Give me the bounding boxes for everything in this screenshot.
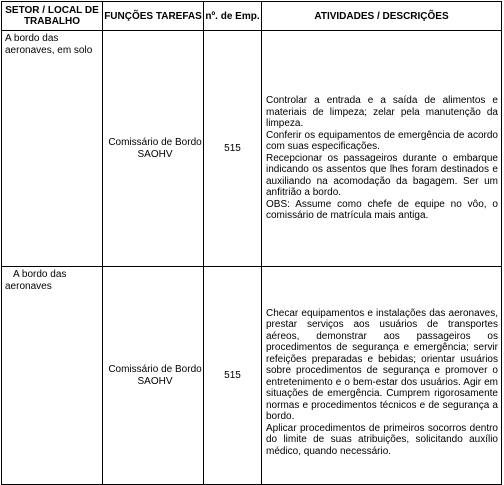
description-paragraph: Controlar a entrada e a saída de alimentos e materiais de limpeza; zelar pela manutenção da limpeza. (266, 95, 498, 130)
header-functions: FUNÇÕES TAREFAS (103, 2, 204, 31)
table-header-row (2, 2, 502, 31)
employee-count: 515 (224, 369, 241, 381)
sector-text: A bordo das aeronaves, em solo (5, 33, 93, 56)
description-paragraph: Conferir os equipamentos de emergência de acordo com suas especificações. (266, 129, 498, 153)
activities-table (1, 1, 502, 485)
description-paragraph: OBS: Assume como chefe de equipe no vôo, o comissário de matrícula mais antiga. (266, 198, 498, 222)
description-paragraph: Recepcionar os passageiros durante o embarque indicando os assentos que lhes foram destinados e auxiliando na acomodação da bagagem. Ser um anfitrião a bordo. (266, 152, 498, 199)
function-text: Comissário de Bordo SAOHV (108, 136, 202, 160)
employee-count: 515 (224, 142, 241, 154)
description-cell (262, 31, 502, 267)
header-sector: SETOR / LOCAL DE TRABALHO (2, 2, 103, 31)
sector-text: A bordo das aeronaves (5, 269, 67, 292)
description-paragraph: Aplicar procedimentos de primeiros socorros dentro do limite de suas atribuições, solicitando auxílio médico, quando necessário. (266, 422, 498, 457)
header-employees: nº. de Emp. (204, 2, 262, 31)
employee-count-cell (204, 267, 262, 485)
description-cell (262, 267, 502, 485)
function-cell (103, 267, 204, 485)
function-cell (103, 31, 204, 267)
header-activities: ATIVIDADES / DESCRIÇÕES (262, 2, 502, 31)
sector-cell (2, 31, 103, 267)
sector-cell (2, 267, 103, 485)
employee-count-cell (204, 31, 262, 267)
table-row (2, 267, 502, 485)
function-text: Comissário de Bordo SAOHV (108, 363, 202, 387)
description-paragraph: Checar equipamentos e instalações das aeronaves, prestar serviços aos usuários de transportes aéreos, demonstrar aos passageiros os procedimentos de segurança e emergência; servir refeições preparadas e bebidas; orientar usuários sobre procedimentos de segurança e promover o entretenimento e o bem-estar dos usuários. Agir em situações de emergência. Cumprem rigorosamente normas e procedimentos técnicos e de segurança a bordo. (266, 307, 498, 423)
table-row (2, 31, 502, 267)
